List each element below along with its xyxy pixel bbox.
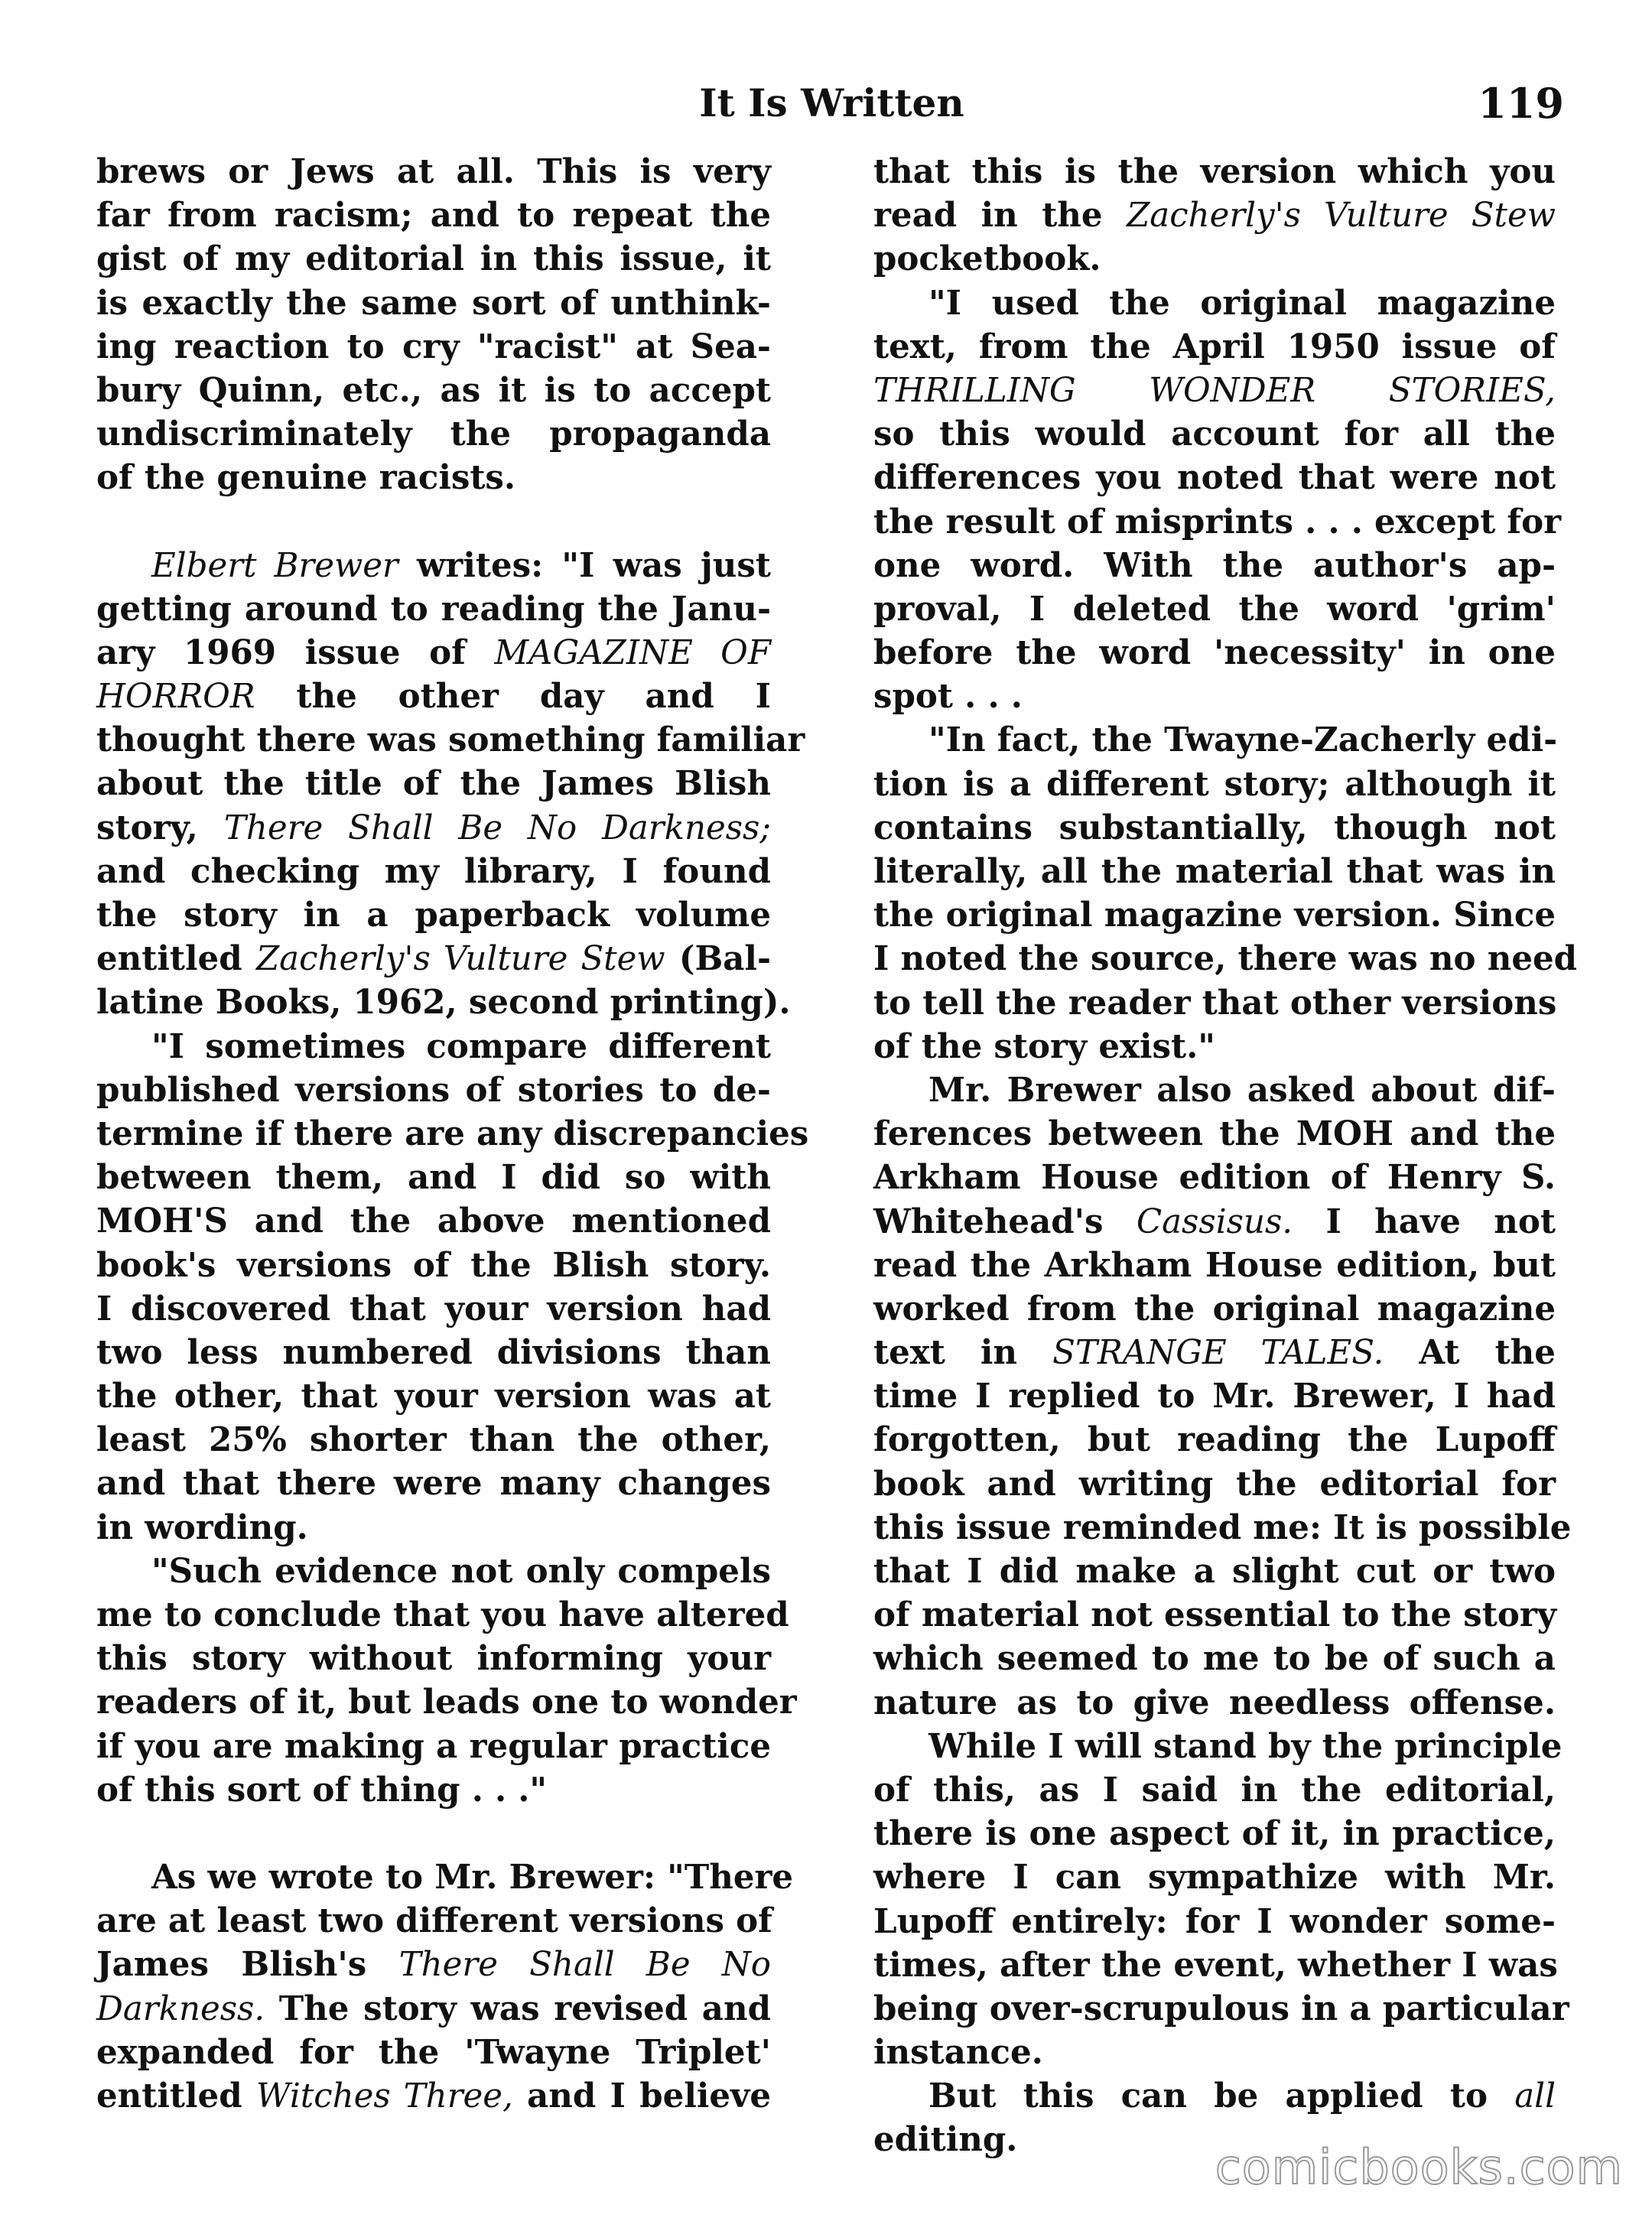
- italic-text: Darkness.: [96, 1989, 265, 2028]
- text-segment: Mr. Brewer also asked about dif-: [928, 1070, 1556, 1110]
- text-line: [96, 2074, 771, 2118]
- text-line: [873, 1025, 1556, 1068]
- text-line: [96, 456, 771, 499]
- text-segment: read in the: [873, 196, 1127, 236]
- text-segment: ing reaction to cry "racist" at Sea-: [96, 327, 771, 366]
- text-line: [873, 1900, 1556, 1943]
- text-line: [96, 412, 771, 456]
- italic-text: THRILLING WONDER STORIES,: [873, 371, 1556, 410]
- text-segment: Lupoff entirely: for I wonder some-: [873, 1901, 1556, 1941]
- text-segment: times, after the event, whether I was: [873, 1945, 1558, 1985]
- text-line: [873, 1244, 1556, 1287]
- watermark: comicbooks.com: [1215, 2139, 1623, 2195]
- text-line: [96, 762, 771, 805]
- text-line: [873, 150, 1556, 194]
- text-segment: termine if there are any discrepancies: [96, 1114, 809, 1153]
- text-line: [96, 850, 771, 893]
- text-line: [96, 893, 771, 937]
- text-segment: "In fact, the Twayne-Zacherly edi-: [928, 720, 1558, 760]
- text-line: [96, 1899, 771, 1943]
- text-line: [873, 1331, 1556, 1374]
- text-segment: the story in a paperback volume: [96, 896, 771, 935]
- text-segment: expanded for the 'Twayne Triplet': [96, 2032, 771, 2072]
- text-line: [873, 237, 1556, 281]
- text-segment: the original magazine version. Since: [873, 896, 1556, 935]
- text-line: [96, 1244, 771, 1287]
- text-segment: brews or Jews at all. This is very: [96, 152, 771, 191]
- text-segment: of the genuine racists.: [96, 458, 516, 498]
- text-segment: James Blish's: [96, 1945, 399, 1985]
- text-line: [96, 806, 771, 850]
- text-segment: between them, and I did so with: [96, 1158, 771, 1198]
- text-line: [873, 1725, 1563, 1768]
- text-line: [873, 369, 1556, 412]
- text-line: [873, 893, 1556, 937]
- text-segment: which seemed to me to be of such a: [873, 1639, 1556, 1679]
- text-line: [96, 369, 771, 412]
- text-segment: where I can sympathize with Mr.: [873, 1858, 1556, 1898]
- text-segment: worked from the original magazine: [873, 1289, 1556, 1329]
- text-segment: While I will stand by the principle: [928, 1726, 1563, 1766]
- text-line: [873, 587, 1556, 631]
- text-segment: time I replied to Mr. Brewer, I had: [873, 1377, 1556, 1416]
- text-segment: the other day and I: [255, 677, 771, 717]
- text-segment: published versions of stories to de-: [96, 1070, 771, 1110]
- text-segment: far from racism; and to repeat the: [96, 196, 771, 236]
- text-line: [96, 544, 771, 587]
- text-segment: this story without informing your: [96, 1639, 771, 1679]
- text-segment: entitled: [96, 939, 256, 979]
- text-segment: book and writing the editorial for: [873, 1464, 1556, 1504]
- text-segment: entitled: [96, 2076, 256, 2116]
- text-segment: forgotten, but reading the Lupoff: [873, 1420, 1556, 1460]
- text-segment: differences you noted that were not: [873, 458, 1556, 498]
- text-segment: there is one aspect of it, in practice,: [873, 1814, 1556, 1854]
- text-segment: of the story exist.": [873, 1026, 1215, 1066]
- text-line: [873, 281, 1556, 325]
- text-segment: I discovered that your version had: [96, 1289, 771, 1329]
- text-segment: thought there was something familiar: [96, 720, 805, 760]
- text-line: [873, 456, 1556, 499]
- italic-text: Zacherly's Vulture Stew: [1127, 197, 1556, 236]
- text-segment: bury Quinn, etc., as it is to accept: [96, 370, 771, 410]
- text-segment: two less numbered divisions than: [96, 1332, 771, 1372]
- text-line: [96, 194, 771, 237]
- text-segment: are at least two different versions of: [96, 1901, 772, 1941]
- text-line: [873, 937, 1578, 981]
- text-line: [873, 675, 1556, 718]
- text-segment: and that there were many changes: [96, 1464, 771, 1504]
- text-line: [873, 544, 1556, 587]
- text-segment: literally, all the material that was in: [873, 852, 1556, 891]
- text-line: [96, 1331, 771, 1374]
- text-segment: the result of misprints . . . except for: [873, 502, 1562, 541]
- text-line: [873, 1593, 1556, 1637]
- text-segment: "I sometimes compare different: [151, 1026, 771, 1066]
- text-line: [96, 937, 771, 981]
- text-line: [873, 2031, 1556, 2074]
- text-line: [873, 631, 1556, 675]
- italic-text: Elbert Brewer: [151, 546, 398, 585]
- text-line: [96, 1418, 771, 1462]
- italic-text: Witches Three,: [255, 2077, 513, 2116]
- text-line: [873, 1987, 1569, 2031]
- text-segment: latine Books, 1962, second printing).: [96, 983, 791, 1023]
- text-line: [96, 1462, 771, 1505]
- text-segment: But this can be applied to: [928, 2077, 1515, 2116]
- text-segment: Whitehead's: [873, 1202, 1137, 1241]
- text-line: [873, 1550, 1556, 1593]
- text-line: [873, 1506, 1572, 1550]
- text-segment: undiscriminately the propaganda: [96, 415, 771, 454]
- text-line: [873, 763, 1556, 806]
- text-segment: contains substantially, though not: [873, 808, 1556, 847]
- text-segment: least 25% shorter than the other,: [96, 1420, 771, 1460]
- italic-text: all: [1514, 2077, 1556, 2116]
- text-line: [96, 1637, 771, 1680]
- text-line: [873, 850, 1556, 893]
- text-segment: if you are making a regular practice: [96, 1726, 771, 1766]
- text-line: [96, 1987, 771, 2031]
- text-segment: MOH'S and the above mentioned: [96, 1202, 771, 1241]
- text-line: [873, 1418, 1556, 1462]
- running-title: It Is Written: [699, 80, 964, 125]
- text-line: [873, 1287, 1556, 1331]
- text-segment: story,: [96, 808, 224, 847]
- text-segment: text in: [873, 1333, 1053, 1373]
- text-segment: instance.: [873, 2033, 1043, 2073]
- text-line: [96, 1550, 771, 1593]
- text-segment: pocketbook.: [873, 239, 1101, 279]
- text-segment: gist of my editorial in this issue, it: [96, 239, 771, 279]
- text-segment: this issue reminded me: It is possible: [873, 1507, 1572, 1547]
- text-segment: in wording.: [96, 1507, 308, 1547]
- text-segment: readers of it, but leads one to wonder: [96, 1683, 797, 1722]
- italic-text: MAGAZINE OF: [494, 633, 771, 672]
- text-segment: and I believe: [512, 2076, 772, 2116]
- text-segment: getting around to reading the Janu-: [96, 589, 771, 629]
- text-segment: Arkham House edition of Henry S.: [873, 1158, 1556, 1198]
- text-segment: and checking my library, I found: [96, 851, 771, 891]
- text-line: [873, 981, 1556, 1025]
- text-segment: nature as to give needless offense.: [873, 1683, 1556, 1722]
- text-line: [873, 2074, 1556, 2118]
- text-line: [96, 587, 771, 631]
- text-line: [96, 281, 771, 325]
- text-segment: the other, that your version was at: [96, 1377, 771, 1416]
- text-line: [96, 2031, 771, 2074]
- text-segment: book's versions of the Blish story.: [96, 1245, 771, 1285]
- text-line: [873, 194, 1556, 237]
- text-line: [873, 1855, 1556, 1899]
- text-line: [96, 1593, 789, 1637]
- paragraph-gap: [96, 1812, 771, 1855]
- text-line: [96, 325, 771, 369]
- text-line: [873, 1112, 1556, 1156]
- text-line: [96, 1768, 771, 1812]
- text-segment: is exactly the same sort of unthink-: [96, 283, 771, 323]
- text-line: [873, 500, 1562, 544]
- text-segment: that this is the version which you: [873, 152, 1556, 191]
- text-segment: of this, as I said in the editorial,: [873, 1770, 1556, 1810]
- text-line: [873, 1156, 1556, 1199]
- text-segment: so this would account for all the: [873, 415, 1556, 454]
- text-segment: of this sort of thing . . .": [96, 1770, 548, 1810]
- italic-text: STRANGE TALES.: [1052, 1334, 1384, 1373]
- left-text-column: [96, 150, 809, 2118]
- italic-text: HORROR: [96, 678, 255, 717]
- text-line: [96, 1199, 771, 1243]
- text-line: [96, 1680, 797, 1724]
- text-line: [96, 1156, 771, 1199]
- text-segment: spot . . .: [873, 677, 1023, 717]
- text-segment: "I used the original magazine: [928, 283, 1556, 323]
- text-segment: As we wrote to Mr. Brewer: "There: [151, 1857, 794, 1897]
- text-segment: read the Arkham House edition, but: [873, 1245, 1556, 1285]
- text-segment: ary 1969 issue of: [96, 633, 495, 672]
- text-line: [873, 1068, 1556, 1112]
- text-segment: before the word 'necessity' in one: [873, 633, 1556, 673]
- text-line: [96, 1855, 794, 1899]
- text-line: [96, 237, 771, 281]
- italic-text: There Shall Be No Darkness;: [223, 808, 772, 847]
- text-line: [873, 412, 1556, 456]
- text-line: [873, 325, 1556, 369]
- text-line: [873, 1812, 1556, 1855]
- text-line: [873, 1943, 1556, 1987]
- page-number: 119: [1478, 79, 1564, 128]
- text-segment: editing.: [873, 2120, 1018, 2160]
- text-line: [873, 1768, 1556, 1812]
- text-line: [873, 718, 1556, 762]
- text-line: [873, 1637, 1556, 1680]
- text-segment: proval, I deleted the word 'grim': [873, 589, 1556, 629]
- text-line: [96, 631, 771, 675]
- text-segment: one word. With the author's ap-: [873, 545, 1556, 585]
- text-segment: The story was revised and: [265, 1989, 771, 2028]
- text-segment: writes: "I was just: [398, 545, 771, 585]
- text-line: [96, 1374, 771, 1418]
- text-line: [96, 1068, 771, 1112]
- italic-text: Zacherly's Vulture Stew: [255, 940, 665, 979]
- text-segment: that I did make a slight cut or two: [873, 1552, 1556, 1591]
- text-segment: text, from the April 1950 issue of: [873, 327, 1556, 366]
- text-segment: about the title of the James Blish: [96, 764, 771, 804]
- text-line: [96, 1025, 771, 1068]
- paragraph-gap: [96, 500, 771, 544]
- text-line: [96, 1943, 771, 1986]
- text-line: [96, 675, 771, 718]
- text-line: [873, 1462, 1556, 1506]
- text-line: [96, 1287, 771, 1331]
- text-line: [96, 1725, 771, 1768]
- text-line: [96, 150, 771, 194]
- text-line: [873, 1374, 1556, 1418]
- italic-text: Cassisus.: [1136, 1202, 1293, 1241]
- text-segment: of material not essential to the story: [873, 1595, 1557, 1635]
- page-header: [92, 73, 1572, 134]
- text-line: [96, 1112, 809, 1156]
- text-segment: "Such evidence not only compels: [151, 1551, 771, 1591]
- text-line: [96, 718, 805, 762]
- text-segment: (Bal-: [665, 939, 771, 979]
- text-line: [96, 1506, 771, 1550]
- text-segment: I have not: [1293, 1202, 1556, 1241]
- text-line: [873, 1681, 1556, 1725]
- italic-text: There Shall Be No: [398, 1946, 771, 1985]
- text-line: [96, 981, 791, 1024]
- text-segment: I noted the source, there was no need: [873, 939, 1578, 979]
- text-segment: At the: [1384, 1333, 1556, 1373]
- text-line: [873, 1200, 1556, 1244]
- text-segment: me to conclude that you have altered: [96, 1595, 789, 1634]
- text-line: [873, 806, 1556, 850]
- text-segment: to tell the reader that other versions: [873, 983, 1557, 1023]
- text-segment: being over-scrupulous in a particular: [873, 1989, 1569, 2028]
- right-text-column: [873, 150, 1578, 2162]
- text-segment: tion is a different story; although it: [873, 764, 1556, 804]
- text-segment: ferences between the MOH and the: [873, 1114, 1556, 1154]
